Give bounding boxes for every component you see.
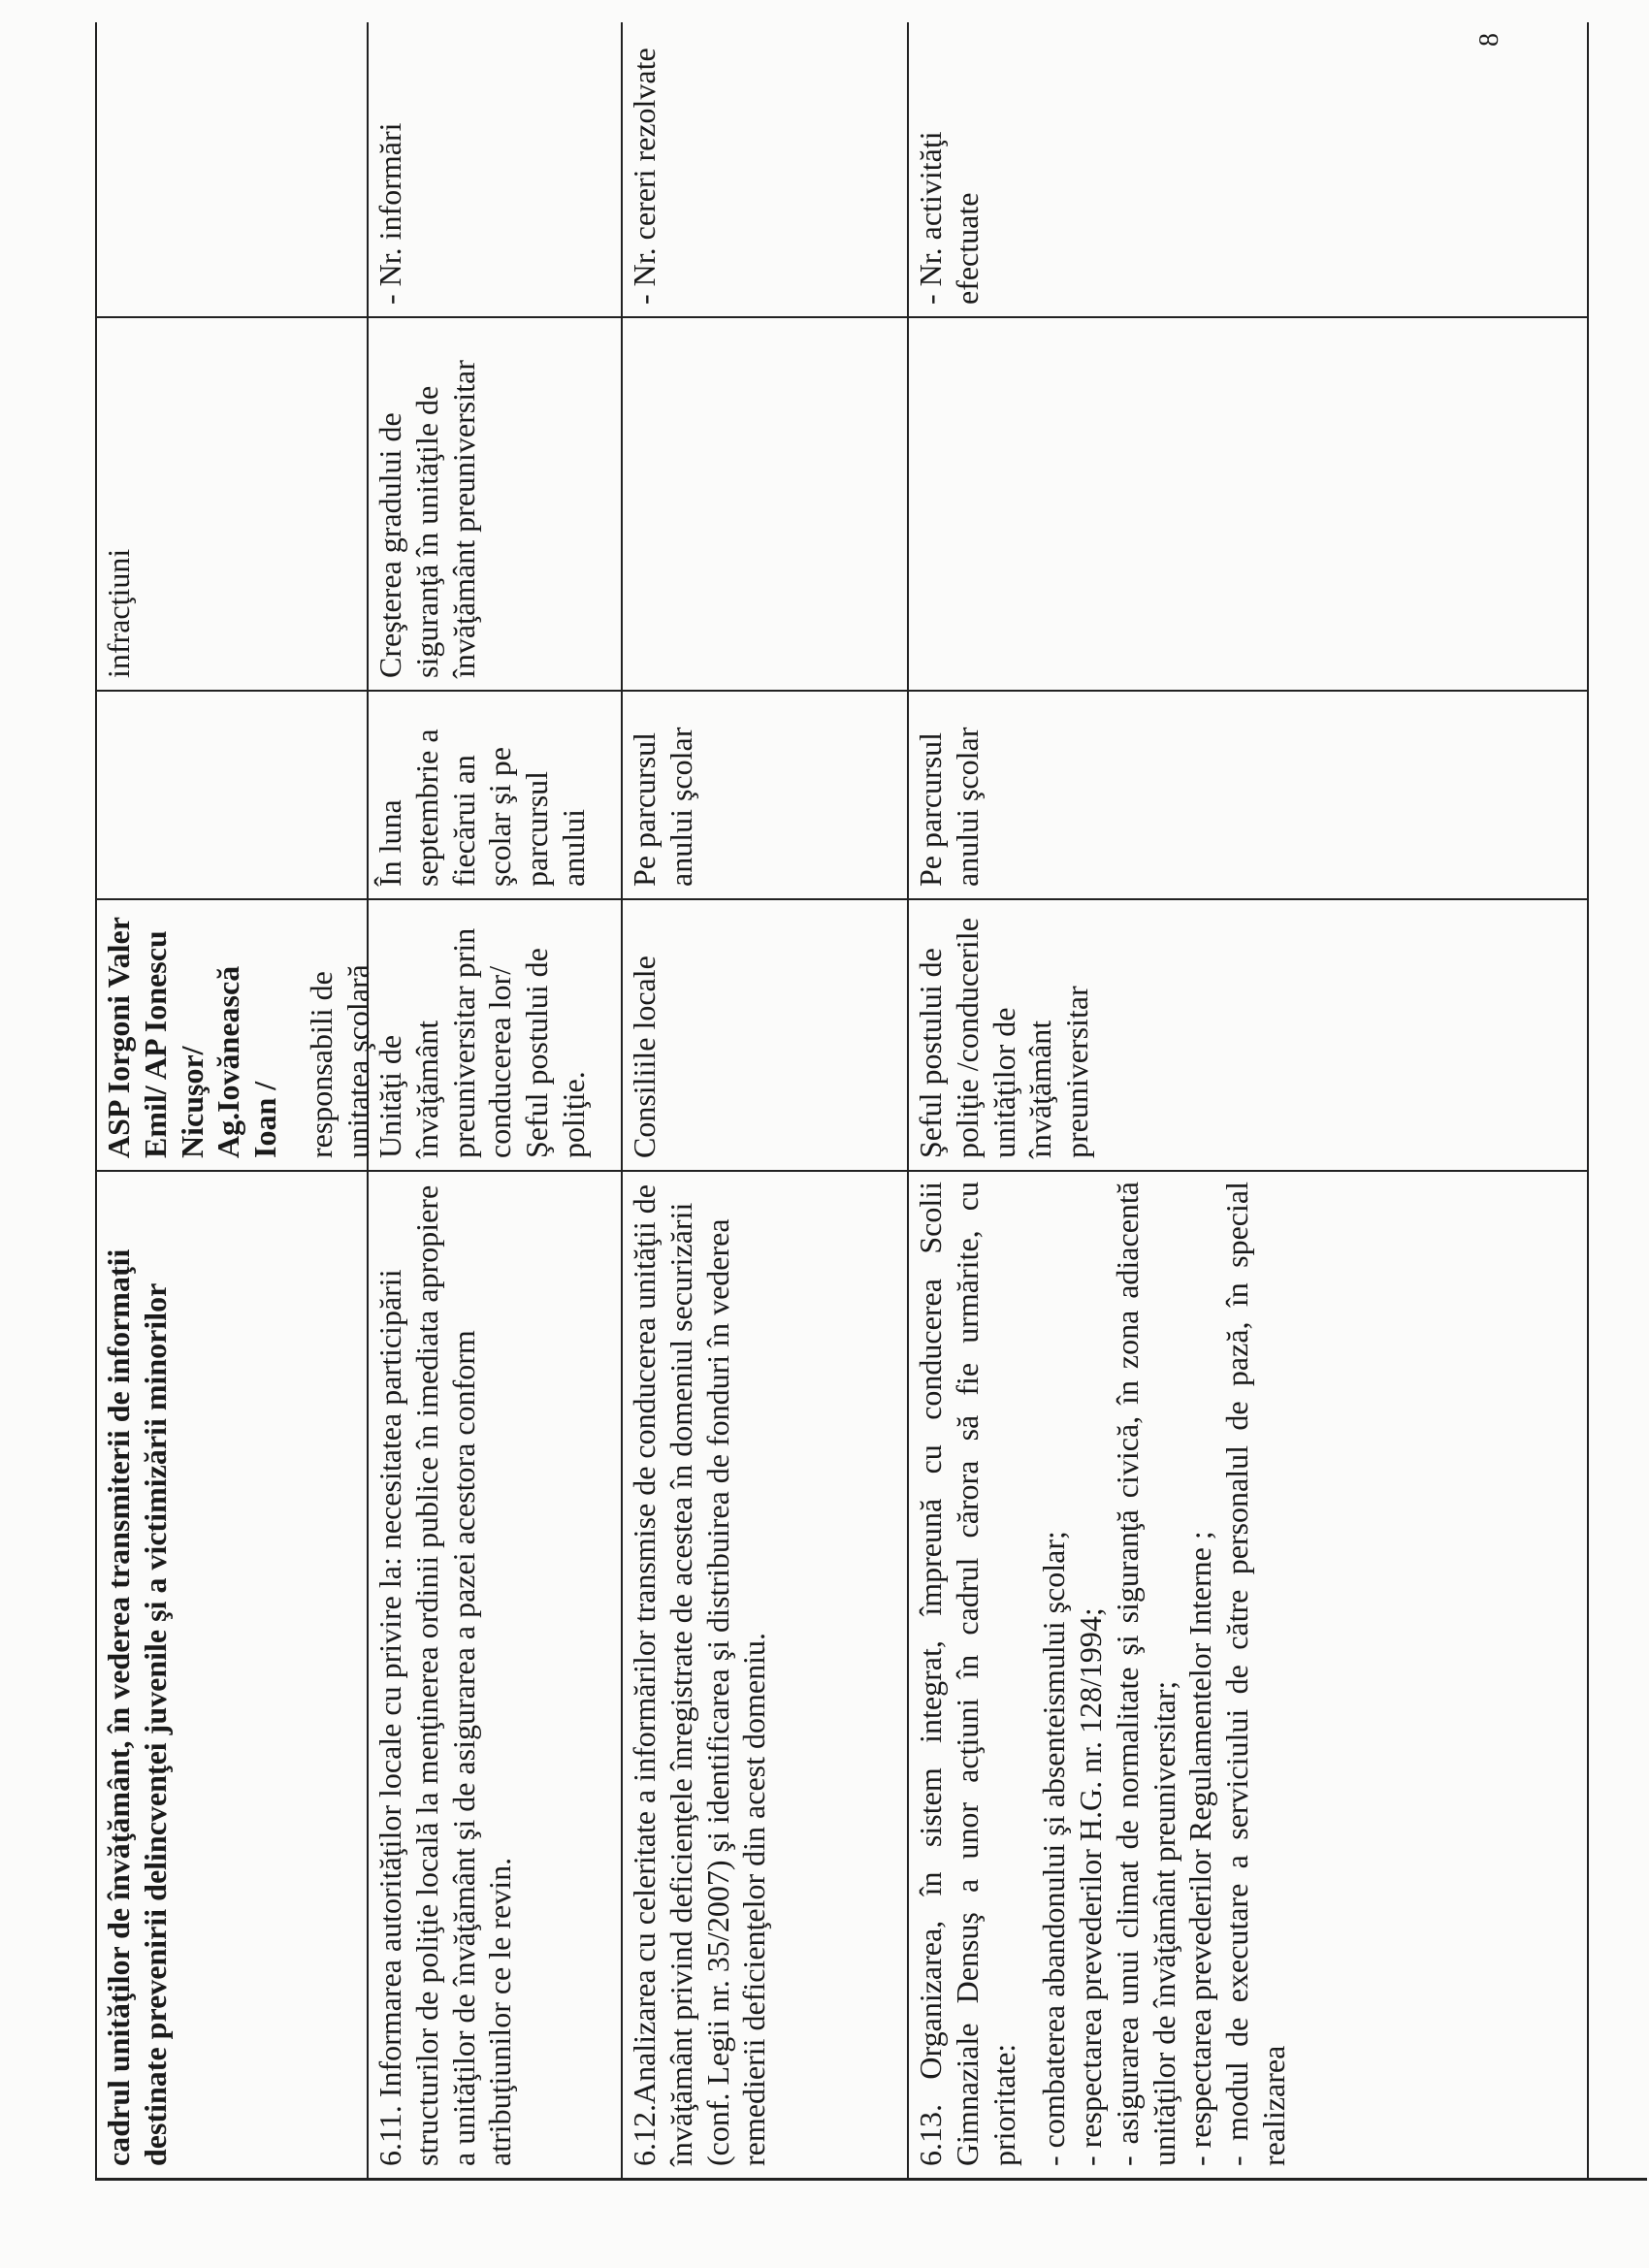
row4-term: Pe parcursul anului şcolar bbox=[913, 727, 985, 887]
row1-responsible bbox=[97, 900, 375, 1170]
row3-term: Pe parcursul anului şcolar bbox=[627, 727, 698, 887]
row4-action bbox=[909, 1172, 1587, 2178]
row2-result: Creşterea gradului de siguranţă în unităţile de învăţământ preuniversitar bbox=[372, 360, 481, 678]
row1-responsible-role: responsabili de unitatea şcolară bbox=[303, 964, 375, 1158]
row4-action-item: - asigurarea unui climat de normalitate şi siguranţă civică, în zona adiacentă unităţilor de învăţământ preuniversitar; bbox=[1109, 1182, 1181, 2166]
row3-responsible: Consiliile locale bbox=[627, 956, 662, 1158]
row2-responsible-chief: Şeful postului de poliţie. bbox=[519, 948, 591, 1158]
row1-action-text: cadrul unităţilor de învăţământ, în vederea transmiterii de informaţii destinate prevenirii delincvenţei juvenile şi a victimizării minorilor bbox=[101, 1248, 173, 2166]
row4-action-item: - combaterea abandonului şi absenteismului şcolar; bbox=[1036, 1531, 1072, 2166]
row3-indicator: - Nr. cereri rezolvate bbox=[627, 48, 662, 305]
table-left-border bbox=[95, 2178, 1647, 2181]
row1-term bbox=[97, 692, 367, 898]
row4-action-item: - respectarea prevederilor Regulamentelor Interne ; bbox=[1182, 1531, 1218, 2166]
row4-result bbox=[909, 318, 1587, 690]
row4-action-intro: 6.13. Organizarea, în sistem integrat, împreună cu conducerea Scolii Gimnaziale Densuş a unor acţiuni în cadrul cărora să fie urmărite, cu prioritate: bbox=[913, 1182, 1021, 2166]
row2-responsible bbox=[369, 900, 621, 1170]
row2-term: În luna septembrie a fiecărui an şcolar şi pe parcursul anului bbox=[372, 729, 591, 887]
row4-action-item: - modul de executare a serviciului de către personalul de pază, în special realizarea bbox=[1219, 1182, 1291, 2166]
row4-action-item: - respectarea prevederilor H.G. nr. 128/1994; bbox=[1073, 1607, 1108, 2166]
page-number: 8 bbox=[1474, 33, 1504, 47]
row4-responsible: Şeful postului de poliţie /conducerile unităţilor de învăţământ preuniversitar bbox=[913, 918, 1094, 1158]
row4-indicator: - Nr. activităţi efectuate bbox=[913, 131, 985, 305]
row2-responsible-unit: Unităţi de învăţământ preuniversitar prin conducerea lor/ bbox=[372, 927, 518, 1158]
row3-result bbox=[623, 318, 907, 690]
row1-result: infracţiuni bbox=[101, 548, 136, 678]
row2-indicator: - Nr. informări bbox=[372, 122, 407, 305]
table-bottom-border bbox=[1587, 22, 1589, 2181]
row2-action: 6.11. Informarea autorităţilor locale cu privire la: necesitatea participării structurilor de poliţie locală la menţinerea ordinii publice în imediata apropiere a unităţilor de învăţământ şi de asigurarea a pazei acestora conform atribuţiunilor ce le revin. bbox=[372, 1184, 518, 2166]
row1-responsible-name: ASP Iorgoni Valer Emil/ AP Ionescu Nicuşor/ Ag.Iovănească Ioan / bbox=[101, 917, 282, 1158]
row1-indicator bbox=[97, 22, 367, 316]
row3-action: 6.12.Analizarea cu celeritate a informărilor transmise de conducerea unităţii de învăţământ privind deficienţele înregistrate de acestea în domeniul securizării (conf. Legii nr. 35/2007) şi identificarea şi distribuirea de fonduri în vederea remedierii deficienţelor din acest domeniu. bbox=[627, 1184, 772, 2166]
